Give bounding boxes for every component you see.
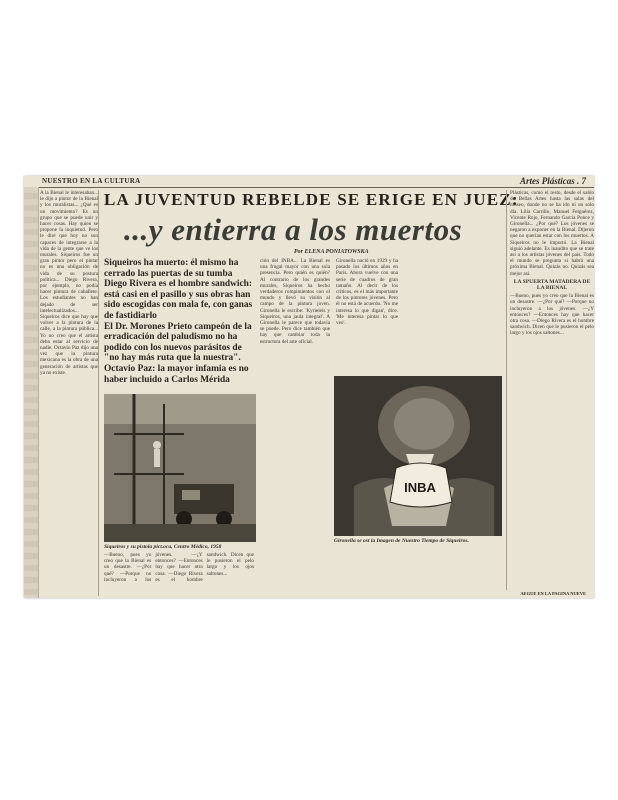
left-bottom-text: —Bueno, pues yo creo que la Bienal es un desastre. —¿Por qué? —Porque no incluyeron a los jóvenes. —¿Y entonces? —Entonces hay que hacer otra cosa. —Diego Rivera es el hombre sandwich. Dicen que le pusieron el pelo largo y los ojos saltones... <box>104 552 254 583</box>
section-label: NUESTRO EN LA CULTURA <box>42 177 141 185</box>
subsection-title: LA SPUERTA MATADERA DE LA BIENAL <box>513 278 591 292</box>
center-column-text: ción del INBA... La Bienal es una frugal mayor con una sola presencia. Pero quién es quién? Al contrario de los grandes murales, Siqueiros ha hecho verdaderos rompimientos con el mundo y llevó su visión al campo de la pintura joven. Gironella le escribe: 'Kyrieleis y Siqueiros, una jaula integral'. A Gironella le parece que todavía se puede. Pero dice también que hay que cambiar toda la estructura del arte oficial. <box>260 258 330 345</box>
byline: Por ELENA PONIATOWSKA <box>294 249 369 255</box>
lead-item: Octavio Paz: la mayor infamia es no haber incluido a Carlos Mérida <box>104 363 249 385</box>
lead-item: Siqueiros ha muerto: él mismo ha cerrado las puertas de su tumba <box>104 258 239 279</box>
section-page-label: Artes Plásticas . 7 <box>519 176 586 186</box>
lead-item: Diego Rivera es el hombre sandwich: está casi en el pasillo y sus obras han sido escogidas con mala fe, con ganas de fastidiarlo <box>104 279 253 321</box>
far-right-column <box>506 190 594 590</box>
photo-caption-right: Gironella se ost la Imagen de Nuestro Tiempo de Siqueiros. <box>334 538 469 544</box>
inba-bag-illustration <box>334 376 502 536</box>
lead-paragraphs <box>104 258 254 385</box>
photo-siqueiros-mural <box>104 394 256 542</box>
left-column-text: A la Bienal le interesaban... le dijo a pintor de la Bienal y los muralistas... ¿Qué es un movimiento? Es un grupo que se puede unir y hacer cosas. Hay quien se propone la inquietud. Pero le diré que hoy no son capaces de integrarse a la vida de la gente que ve los murales. Siqueiros fue un gran pintor pero el pintar no es una obligación de vida de su postura política... Diego Rivera, por ejemplo, no podía hacer pintura de caballete. Los estudiantes no han dejado de ser intelectualizados... Siqueiros dice que hay que volver a la pintura de la calle, a la pintura pública... Yo no creo que el artista deba estar al servicio de nadie. Octavio Paz dijo una vez que la pintura mexicana es la obra de una generación de artistas que ya no existe. <box>40 190 99 596</box>
subheadline: ...y entierra a los muertos <box>124 212 463 247</box>
lead-item: El Dr. Morones Prieto campeón de la erradicación del paludismo no ha podido con los nuevos parásitos de "no hay más ruta que la nuestra". <box>104 321 252 364</box>
photo-caption-left: Siqueiros y su pistola pict.oca, Centro Médico, 1958 <box>104 544 222 550</box>
far-right-text-more: —Bueno, pues yo creo que la Bienal es un desastre. —¿Por qué? —Porque no incluyeron a los jóvenes. —¿Y entonces? —Entonces hay que hacer otra cosa. —Diego Rivera es el hombre sandwich. Dicen que le pusieron el pelo largo y los ojos saltones... <box>510 293 594 337</box>
continued-note: AEGUE EN LA PAGINA NUEVE <box>520 591 586 596</box>
bag-label: INBA <box>404 480 436 495</box>
section-header <box>24 176 594 188</box>
photo-gironella-painting <box>334 376 502 536</box>
binding-edge <box>24 187 39 598</box>
right-column-text: Gironella nació en 1929 y ha pasado los últimos años en París. Ahora vuelve con una serie de cuadros de gran tamaño. Al decir de los críticos, es el más importante de los pintores jóvenes. Pero él no está de acuerdo. 'No me interesa lo que digan', dice. 'Me interesa pintar lo que veo'. <box>336 258 398 327</box>
headline: LA JUVENTUD REBELDE SE ERIGE EN JUEZ: <box>104 190 519 209</box>
mural-scaffold-illustration <box>104 394 256 542</box>
far-right-text: Plásticas, como el resto, desde el salón de Bellas Artes hasta las salas del museo, donde no se ha ido ni un solo día. Lilia Carrillo, Manuel Felguérez, Vicente Rojo, Fernando García Ponce y Gironella... ¿Por qué? Los jóvenes se negaron a exponer en la Bienal. Dijeron que no querían estar con los muertos. A Siqueiros no le importó. La Bienal siguió adelante. Es inaudito que se trate así a los artistas jóvenes del país. Todo el mundo se pregunta si habrá una próxima Bienal. Quizás no. Quizás sea mejor así. <box>510 190 594 277</box>
newspaper-clipping <box>24 176 594 598</box>
